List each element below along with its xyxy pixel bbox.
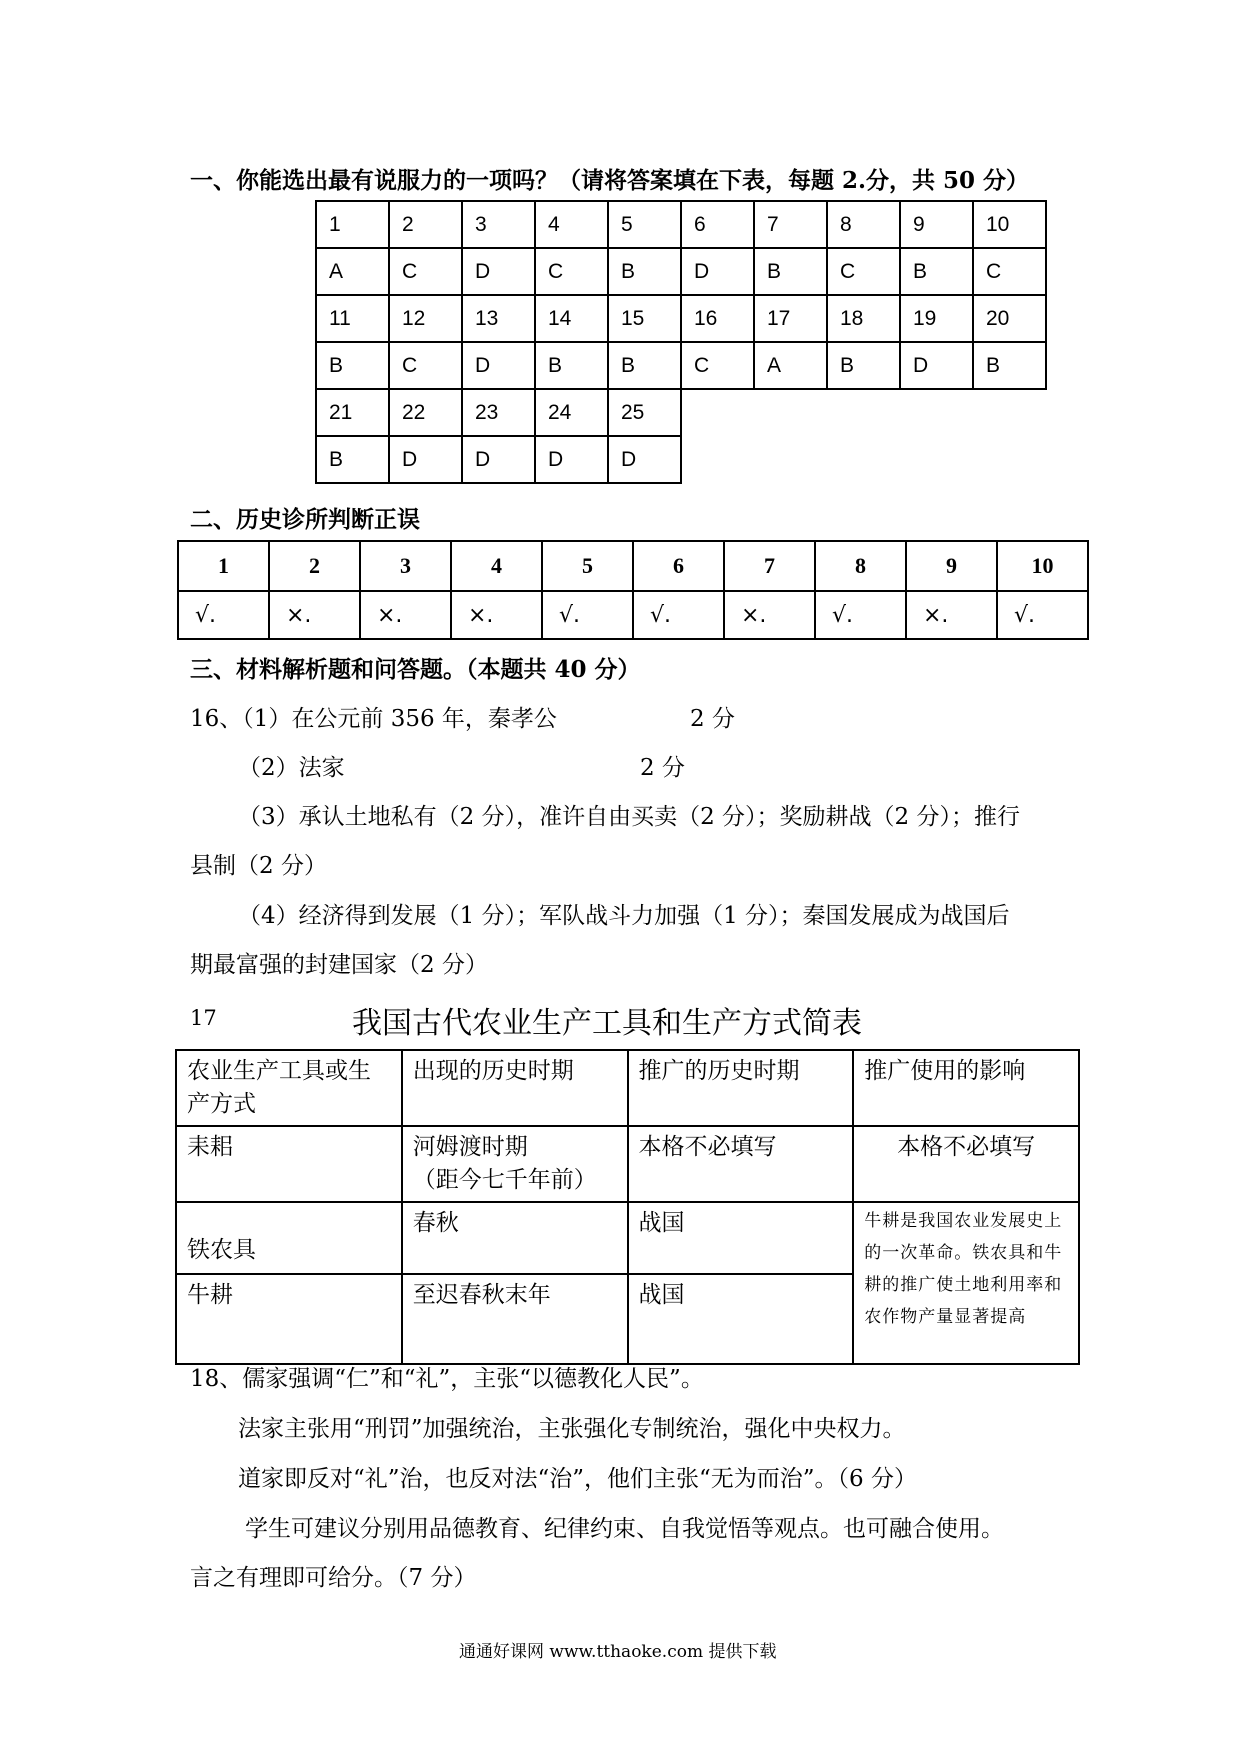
q17-title: 我国古代农业生产工具和生产方式简表 (352, 1006, 862, 1041)
answer-cell: D (900, 342, 973, 389)
q18-line3: 道家即反对“礼”治，也反对法“治”，他们主张“无为而治”。（6 分） (238, 1466, 917, 1492)
question-number-cell: 3 (360, 541, 451, 591)
table-row (316, 201, 1046, 248)
row2-promoted: 战国 (628, 1202, 854, 1274)
question-number-cell: 1 (316, 201, 389, 248)
answer-cell: B (316, 342, 389, 389)
section2-heading: 二、历史诊所判断正误 (190, 506, 420, 533)
question-number-cell: 3 (462, 201, 535, 248)
header-appeared: 出现的历史时期 (402, 1050, 628, 1126)
question-number-cell: 21 (316, 389, 389, 436)
answer-cell: B (754, 248, 827, 295)
question-number-cell: 23 (462, 389, 535, 436)
question-number-cell: 10 (997, 541, 1088, 591)
judgement-mark-cell: √. (633, 591, 724, 639)
answer-cell: B (827, 342, 900, 389)
question-number-cell: 18 (827, 295, 900, 342)
question-number-cell: 9 (906, 541, 997, 591)
q16-line3b: 县制（2 分） (190, 853, 327, 879)
question-number-cell: 2 (389, 201, 462, 248)
question-number-cell: 20 (973, 295, 1046, 342)
answer-cell: A (316, 248, 389, 295)
table-row (316, 389, 1046, 436)
section3-heading: 三、材料解析题和问答题。（本题共 40 分） (190, 656, 641, 683)
question-number-cell: 15 (608, 295, 681, 342)
answer-cell: C (389, 342, 462, 389)
answer-cell: B (316, 436, 389, 483)
question-number-cell: 10 (973, 201, 1046, 248)
question-number-cell: 19 (900, 295, 973, 342)
judgement-mark-cell: √. (178, 591, 269, 639)
question-number-cell: 13 (462, 295, 535, 342)
q18-line5: 言之有理即可给分。（7 分） (190, 1565, 477, 1591)
question-number-cell: 8 (815, 541, 906, 591)
question-number-cell: 12 (389, 295, 462, 342)
judgement-mark-cell: ×. (724, 591, 815, 639)
answer-cell: C (535, 248, 608, 295)
judgement-mark-cell: ×. (360, 591, 451, 639)
q18-line4: 学生可建议分别用品德教育、纪律约束、自我觉悟等观点。也可融合使用。 (245, 1516, 1004, 1542)
question-number-cell: 4 (535, 201, 608, 248)
answer-cell: D (535, 436, 608, 483)
judgement-mark-cell: ×. (269, 591, 360, 639)
answer-cell: C (827, 248, 900, 295)
answer-cell: D (462, 342, 535, 389)
question-number-cell: 7 (724, 541, 815, 591)
judgement-mark-cell: √. (997, 591, 1088, 639)
q18-line1: 18、儒家强调“仁”和“礼”，主张“以德教化人民”。 (190, 1366, 704, 1392)
table-row (178, 591, 1088, 639)
table-row (316, 295, 1046, 342)
footer-text: 通通好课网 www.tthaoke.com 提供下载 (459, 1642, 777, 1662)
answer-cell: D (462, 248, 535, 295)
q16-line1-score: 2 分 (690, 706, 735, 732)
judgement-mark-cell: √. (815, 591, 906, 639)
q16-line4b: 期最富强的封建国家（2 分） (190, 952, 488, 978)
question-number-cell: 7 (754, 201, 827, 248)
row1-appeared (402, 1126, 628, 1202)
judgement-mark-cell: √. (542, 591, 633, 639)
table-row (176, 1126, 1079, 1202)
question-number-cell: 1 (178, 541, 269, 591)
table-row (176, 1202, 1079, 1274)
q16-line3a: （3）承认土地私有（2 分），准许自由买卖（2 分）；奖励耕战（2 分）；推行 (238, 804, 1020, 830)
answer-cell: C (973, 248, 1046, 295)
row1-appeared-line2: （距今七千年前） (412, 1167, 597, 1193)
question-number-cell: 6 (633, 541, 724, 591)
answer-key-table (315, 200, 1047, 484)
judgement-mark-cell: ×. (451, 591, 542, 639)
question-number-cell: 25 (608, 389, 681, 436)
question-number-cell: 14 (535, 295, 608, 342)
row1-impact: 本格不必填写 (853, 1126, 1079, 1202)
answer-cell: B (535, 342, 608, 389)
table-row (316, 342, 1046, 389)
answer-cell: D (389, 436, 462, 483)
answer-cell: C (681, 342, 754, 389)
answer-cell: B (973, 342, 1046, 389)
table-row (178, 541, 1088, 591)
answer-cell: D (681, 248, 754, 295)
question-number-cell: 6 (681, 201, 754, 248)
empty-cell (973, 436, 1046, 483)
row2-appeared: 春秋 (402, 1202, 628, 1274)
empty-cell (754, 389, 827, 436)
empty-cell (681, 436, 754, 483)
table-header-row (176, 1050, 1079, 1126)
table-row (316, 248, 1046, 295)
answer-cell: B (608, 248, 681, 295)
q16-line2-text: （2）法家 (238, 755, 345, 781)
question-number-cell: 11 (316, 295, 389, 342)
question-number-cell: 16 (681, 295, 754, 342)
question-number-cell: 22 (389, 389, 462, 436)
q18-line2: 法家主张用“刑罚”加强统治，主张强化专制统治，强化中央权力。 (238, 1416, 906, 1442)
question-number-cell: 2 (269, 541, 360, 591)
true-false-table (177, 540, 1089, 640)
empty-cell (973, 389, 1046, 436)
row1-tool: 耒耜 (176, 1126, 402, 1202)
question-number-cell: 5 (608, 201, 681, 248)
header-promoted: 推广的历史时期 (628, 1050, 854, 1126)
empty-cell (900, 389, 973, 436)
section1-heading: 一、你能选出最有说服力的一项吗？（请将答案填在下表，每题 2.分，共 50 分） (190, 167, 1030, 194)
question-number-cell: 8 (827, 201, 900, 248)
row2-tool: 铁农具 (176, 1202, 402, 1274)
answer-cell: B (900, 248, 973, 295)
empty-cell (681, 389, 754, 436)
q16-line1-text: 16、（1）在公元前 356 年，秦孝公 (190, 706, 557, 732)
row1-appeared-line1: 河姆渡时期 (412, 1134, 528, 1160)
answer-cell: A (754, 342, 827, 389)
question-number-cell: 24 (535, 389, 608, 436)
question-number-cell: 4 (451, 541, 542, 591)
question-number-cell: 5 (542, 541, 633, 591)
table-row (316, 436, 1046, 483)
q16-line4a: （4）经济得到发展（1 分）；军队战斗力加强（1 分）；秦国发展成为战国后 (238, 903, 1010, 929)
question-number-cell: 17 (754, 295, 827, 342)
judgement-mark-cell: ×. (906, 591, 997, 639)
q17-number: 17 (190, 1006, 217, 1030)
answer-cell: D (608, 436, 681, 483)
row3-tool: 牛耕 (176, 1274, 402, 1364)
empty-cell (900, 436, 973, 483)
answer-cell: D (462, 436, 535, 483)
agriculture-table (175, 1049, 1080, 1365)
answer-cell: C (389, 248, 462, 295)
row3-promoted: 战国 (628, 1274, 854, 1364)
header-tool: 农业生产工具或生产方式 (176, 1050, 402, 1126)
empty-cell (827, 389, 900, 436)
q16-line2-score: 2 分 (640, 755, 685, 781)
empty-cell (754, 436, 827, 483)
row3-appeared: 至迟春秋末年 (402, 1274, 628, 1364)
empty-cell (827, 436, 900, 483)
header-impact: 推广使用的影响 (853, 1050, 1079, 1126)
question-number-cell: 9 (900, 201, 973, 248)
row1-promoted: 本格不必填写 (628, 1126, 854, 1202)
answer-cell: B (608, 342, 681, 389)
merged-impact: 牛耕是我国农业发展史上的一次革命。铁农具和牛耕的推广使土地利用率和农作物产量显著提高 (853, 1202, 1079, 1364)
